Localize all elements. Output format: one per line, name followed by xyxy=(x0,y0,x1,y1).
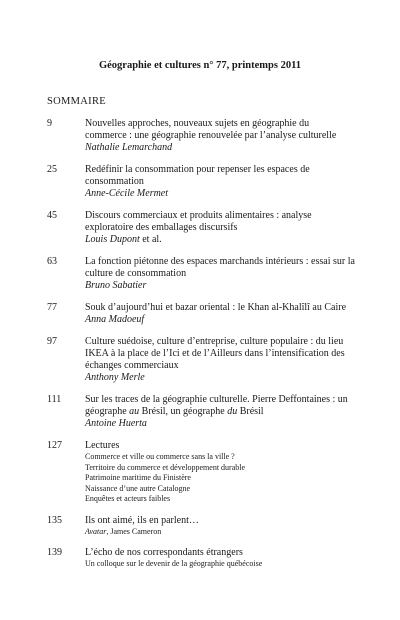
entry-subtitle: Commerce et ville ou commerce sans la ville ? xyxy=(85,452,235,461)
page-number: 97 xyxy=(47,336,57,347)
entry-title-line: Lectures xyxy=(85,440,120,451)
entry-title-line: échanges commerciaux xyxy=(85,360,179,371)
entry-author: Nathalie Lemarchand xyxy=(85,142,173,153)
entry-title-line: Discours commerciaux et produits alimentaires : analyse xyxy=(85,210,312,221)
subtitle-fragment: , James Cameron xyxy=(106,526,162,536)
entry-subtitle: Un colloque sur le devenir de la géographie québécoise xyxy=(85,559,263,568)
entry-author: Bruno Sabatier xyxy=(85,280,147,291)
entry-subtitle: Territoire du commerce et développement durable xyxy=(85,462,246,472)
entry-title-line: commerce : une géographie renouvelée par l’analyse culturelle xyxy=(85,130,337,141)
toc-entry xyxy=(47,256,372,292)
entry-title-line: culture de consommation xyxy=(85,268,187,279)
page-number: 25 xyxy=(47,164,57,175)
entry-author: Antoine Huerta xyxy=(85,418,147,429)
toc-entry xyxy=(47,302,372,326)
entry-author: Anna Madoeuf xyxy=(85,314,145,325)
entry-title-line: Souk d’aujourd’hui et bazar oriental : le Khan al-Khalîlî au Caire xyxy=(85,302,347,313)
page-number: 111 xyxy=(47,394,62,405)
page-number: 45 xyxy=(47,210,57,221)
entry-title-line: L’écho de nos correspondants étrangers xyxy=(85,547,243,558)
page-number: 139 xyxy=(47,547,62,558)
section-label: SOMMAIRE xyxy=(47,96,106,107)
entry-title-line: Ils ont aimé, ils en parlent… xyxy=(85,514,199,526)
journal-title: Géographie et cultures n° 77, printemps 2011 xyxy=(98,60,302,71)
entry-author-name: Louis Dupont xyxy=(85,234,140,245)
entry-title-line: consommation xyxy=(85,176,144,187)
title-fragment: géographe xyxy=(85,406,130,417)
entry-author: Anthony Merle xyxy=(85,372,145,383)
page-number: 77 xyxy=(47,302,57,313)
subtitle-fragment-italic: Avatar xyxy=(85,526,107,536)
toc-entry xyxy=(47,164,372,200)
toc-entry xyxy=(47,118,372,154)
entry-title-line: Nouvelles approches, nouveaux sujets en géographie du xyxy=(85,118,310,129)
entry-title-line xyxy=(85,406,372,418)
title-fragment-italic: au xyxy=(129,406,140,417)
entry-title-line: Culture suédoise, culture d’entreprise, culture populaire : du lieu xyxy=(85,336,344,347)
entry-subtitle: Naissance d’une autre Catalogne xyxy=(85,483,191,493)
title-fragment: Brésil, un géographe xyxy=(139,406,228,417)
toc-entry xyxy=(47,336,372,384)
page-number: 63 xyxy=(47,256,57,267)
entry-author-suffix: et al. xyxy=(139,234,162,245)
entry-title-line: exploratoire des emballages discursifs xyxy=(85,222,238,233)
entry-author: Anne-Cécile Mermet xyxy=(85,188,169,199)
title-fragment: Brésil xyxy=(237,406,264,417)
toc-entry xyxy=(47,547,372,570)
entry-title-line: IKEA à la place de l’Ici et de l’Ailleurs dans l’intensification des xyxy=(85,348,345,359)
page-number: 127 xyxy=(47,440,62,451)
title-fragment-italic: du xyxy=(227,406,238,417)
toc-entry xyxy=(47,440,372,505)
entry-subtitle xyxy=(85,527,372,538)
page-number: 135 xyxy=(47,514,62,526)
toc-entry xyxy=(47,210,372,246)
page-number: 9 xyxy=(47,118,52,129)
entry-title-line: Sur les traces de la géographie culturelle. Pierre Deffontaines : un xyxy=(85,394,348,405)
toc-entry xyxy=(47,515,372,538)
entry-subtitle: Patrimoine maritime du Finistère xyxy=(85,473,191,482)
entry-title-line: La fonction piétonne des espaces marchands intérieurs : essai sur la xyxy=(85,256,355,267)
entry-author xyxy=(85,234,372,246)
entry-subtitle: Enquêtes et acteurs faibles xyxy=(85,494,171,503)
toc-entry xyxy=(47,394,372,430)
toc-entries xyxy=(47,118,372,580)
entry-title-line: Redéfinir la consommation pour repenser les espaces de xyxy=(85,164,310,175)
